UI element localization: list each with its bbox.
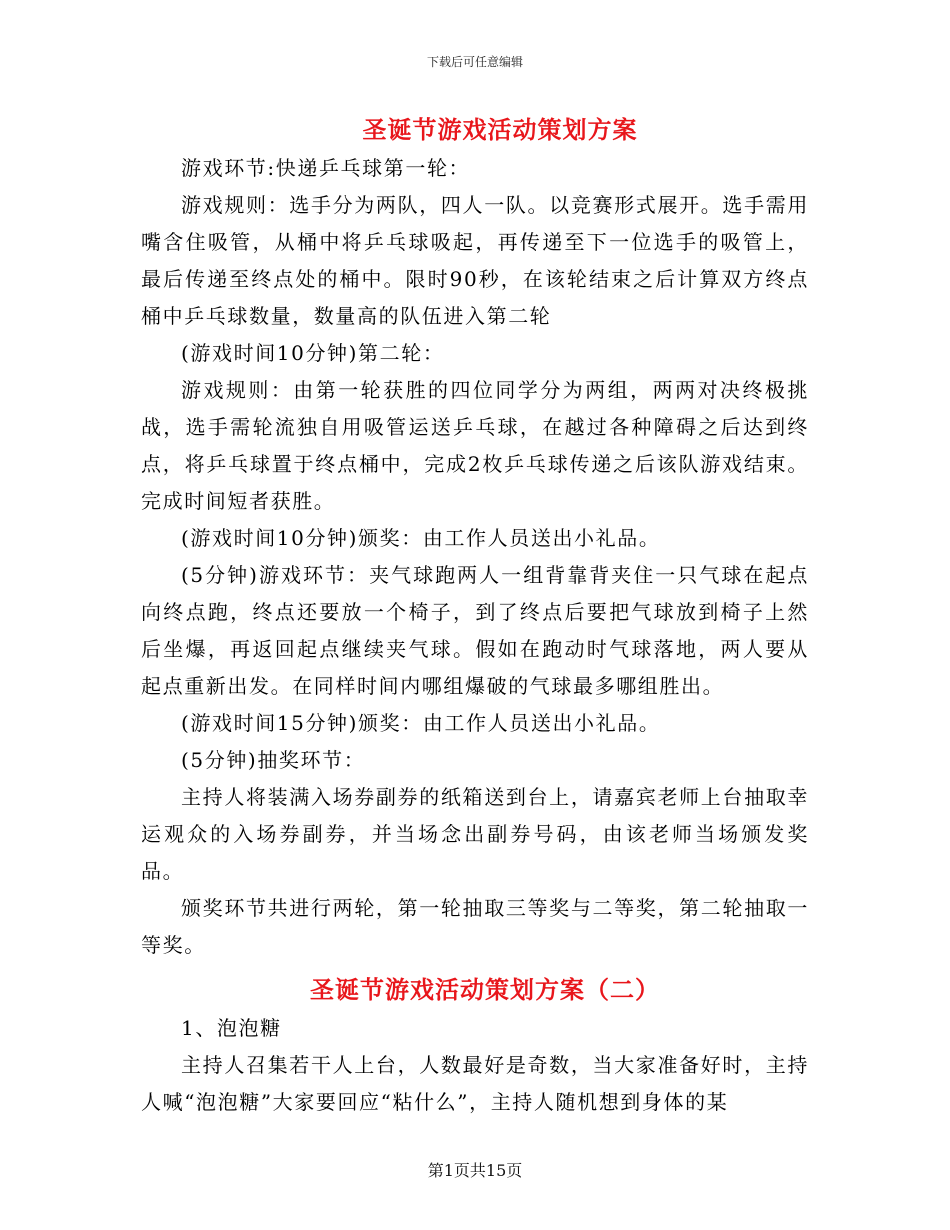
- header-note: 下载后可任意编辑: [426, 55, 523, 69]
- section-title: 圣诞节游戏活动策划方案（二）: [310, 975, 660, 1004]
- document-body: [141, 110, 809, 1121]
- paragraph: 1、泡泡糖: [181, 1016, 282, 1040]
- section-title: 圣诞节游戏活动策划方案: [362, 115, 638, 144]
- paragraph: 游戏环节:快递乒乓球第一轮：: [181, 156, 471, 180]
- paragraph: (游戏时间15分钟)颁奖：由工作人员送出小礼品。: [181, 711, 661, 735]
- paragraph: (5分钟)抽奖环节：: [181, 748, 366, 772]
- paragraph: 主持人将装满入场券副券的纸箱送到台上，请嘉宾老师上台抽取幸运观众的入场券副券，并当场念出副券号码，由该老师当场颁发奖品。: [141, 785, 809, 883]
- paragraph: 颁奖环节共进行两轮，第一轮抽取三等奖与二等奖，第二轮抽取一等奖。: [141, 896, 809, 957]
- page-number: 第1页共15页: [427, 1161, 523, 1180]
- paragraph: (5分钟)游戏环节：夹气球跑两人一组背靠背夹住一只气球在起点向终点跑，终点还要放一个椅子，到了终点后要把气球放到椅子上然后坐爆，再返回起点继续夹气球。假如在跑动时气球落地，两人要从起点重新出发。在同样时间内哪组爆破的气球最多哪组胜出。: [141, 563, 809, 698]
- paragraph: (游戏时间10分钟)颁奖：由工作人员送出小礼品。: [181, 526, 661, 550]
- paragraph: (游戏时间10分钟)第二轮：: [181, 341, 445, 365]
- paragraph: 主持人召集若干人上台，人数最好是奇数，当大家准备好时，主持人喊“泡泡糖”大家要回应“粘什么”，主持人随机想到身体的某: [141, 1053, 809, 1114]
- paragraph: 游戏规则：选手分为两队，四人一队。以竞赛形式展开。选手需用嘴含住吸管，从桶中将乒乓球吸起，再传递至下一位选手的吸管上，最后传递至终点处的桶中。限时90秒，在该轮结束之后计算双方终点桶中乒乓球数量，数量高的队伍进入第二轮: [141, 193, 809, 328]
- paragraph: 游戏规则：由第一轮获胜的四位同学分为两组，两两对决终极挑战，选手需轮流独自用吸管运送乒乓球，在越过各种障碍之后达到终点，将乒乓球置于终点桶中，完成2枚乒乓球传递之后该队游戏结束。完成时间短者获胜。: [141, 378, 809, 513]
